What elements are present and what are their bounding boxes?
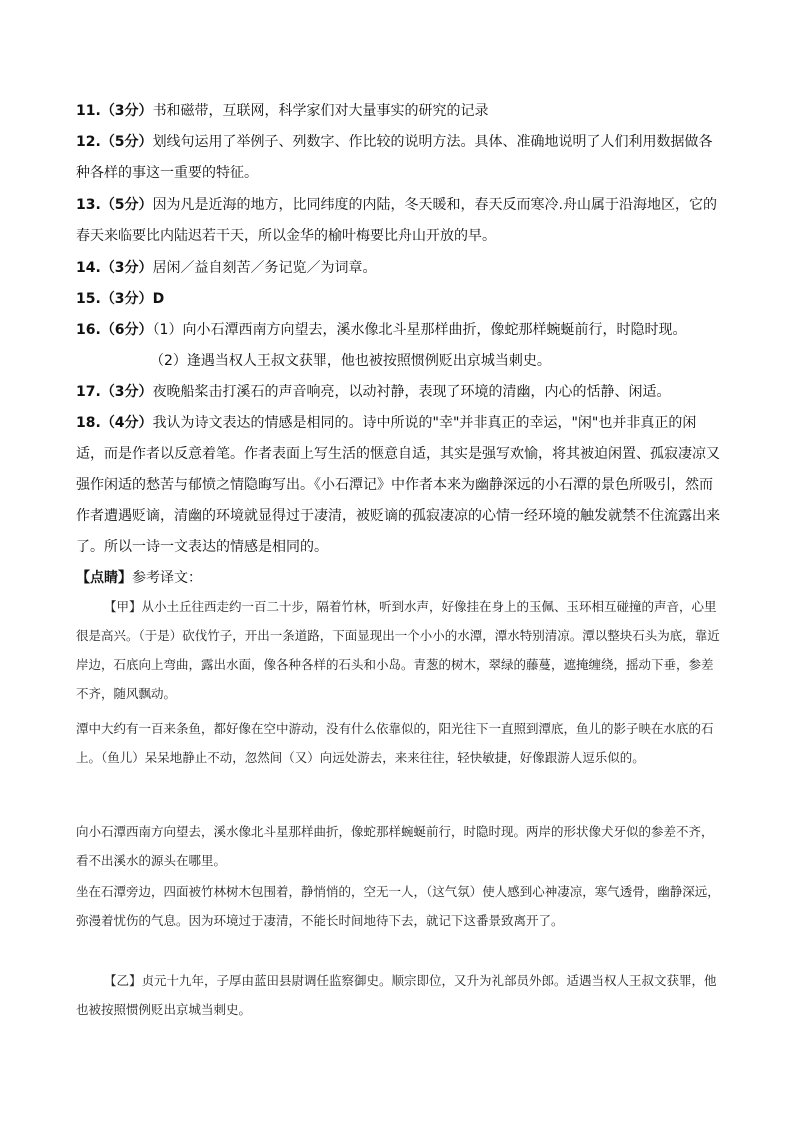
translation-paragraph: 向小石潭西南方向望去，溪水像北斗星那样曲折，像蛇那样蜿蜒前行，时隐时现。两岸的形状像犬牙似的参差不齐，看不出溪水的源头在哪里。 — [76, 824, 714, 868]
answer-16 — [76, 315, 721, 346]
answer-score: （4分） — [100, 415, 153, 431]
answer-text: 划线句运用了举例子、列数字、作比较的说明方法。具体、准确地说明了人们利用数据做各种各样的事这一重要的特征。 — [76, 134, 713, 181]
answer-12 — [76, 127, 721, 189]
answer-number: 14. — [76, 260, 101, 276]
bracket-close: 】 — [118, 570, 132, 586]
answer-number: 12. — [76, 134, 101, 150]
answer-text: （1）向小石潭西南方向望去，溪水像北斗星那样曲折，像蛇那样蜿蜒前行，时隐时现。 — [152, 322, 687, 338]
translation-paragraph: 潭中大约有一百来条鱼，都好像在空中游动，没有什么依靠似的，阳光往下一直照到潭底，鱼儿的影子映在水底的石上。（鱼儿）呆呆地静止不动，忽然间（又）向远处游去，来来往往，轻快敏捷，好像跟游人逗乐似的。 — [76, 721, 714, 765]
answer-16-part-2 — [150, 346, 730, 377]
answer-number: 18. — [76, 415, 101, 431]
answer-text: 因为凡是近海的地方，比同纬度的内陆，冬天暖和，春天反而寒冷.舟山属于沿海地区，它的春天来临要比内陆迟若干天，所以金华的榆叶梅要比舟山开放的早。 — [76, 197, 718, 244]
answer-score: （5分） — [100, 134, 153, 150]
translation-paragraph: 【甲】从小土丘往西走约一百二十步，隔着竹林，听到水声，好像挂在身上的玉佩、玉环相互碰撞的声音，心里很是高兴。（于是）砍伐竹子，开出一条道路，下面显现出一个小小的水潭，潭水特别清凉。潭以整块石头为底，靠近岸边，石底向上弯曲，露出水面，像各种各样的石头和小岛。青葱的树木，翠绿的藤蔓，遮掩缠绕，摇动下垂，参差不齐，随风飘动。 — [76, 599, 720, 701]
answer-text: D — [152, 291, 165, 307]
tip-heading — [76, 565, 202, 591]
answer-score: （3分） — [100, 260, 153, 276]
answer-text: 书和磁带，互联网，科学家们对大量事实的研究的记录 — [152, 103, 489, 119]
answer-15 — [76, 284, 721, 315]
answer-number: 13. — [76, 197, 101, 213]
answer-score: （3分） — [100, 291, 153, 307]
answer-14 — [76, 253, 721, 284]
answer-score: （3分） — [100, 384, 153, 400]
answer-number: 15. — [76, 291, 101, 307]
translation-paragraph: 坐在石潭旁边，四面被竹林树木包围着，静悄悄的，空无一人，（这气氛）使人感到心神凄凉，寒气透骨，幽静深远，弥漫着忧伤的气息。因为环境过于凄清，不能长时间地待下去，就记下这番景致离开了。 — [76, 884, 720, 928]
answer-18 — [76, 408, 721, 563]
answer-number: 17. — [76, 384, 101, 400]
answer-text: 夜晚船桨击打溪石的声音响亮，以动衬静，表现了环境的清幽，内心的恬静、闲适。 — [152, 384, 671, 400]
answer-13 — [76, 190, 721, 252]
answer-score: （5分） — [100, 197, 153, 213]
answer-score: （3分） — [100, 103, 153, 119]
answer-number: 11. — [76, 103, 101, 119]
answer-text: 居闲／益自刻苦／务记览／为词章。 — [152, 260, 377, 276]
answer-text: （2）逢遇当权人王叔文获罪，他也被按照惯例贬出京城当刺史。 — [150, 353, 551, 369]
heading-rest: 参考译文： — [132, 570, 202, 586]
answer-text: 我认为诗文表达的情感是相同的。诗中所说的"幸"并非真正的幸运，"闲"也并非真正的闲适，而是作者以反意着笔。作者表面上写生活的惬意自适，其实是强写欢愉，将其被迫闲置、孤寂凄凉又强作闲适的愁苦与郁愤之情隐晦写出。《小石潭记》中作者本来为幽静深远的小石潭的景色所吸引，然而作者遭遇贬谪，清幽的环境就显得过于凄清，被贬谪的孤寂凄凉的心情一经环境的触发就禁不住流露出来了。所以一诗一文表达的情感是相同的。 — [76, 415, 720, 555]
bracket-open: 【 — [76, 570, 90, 586]
answer-score: （6分） — [100, 322, 153, 338]
answer-11 — [76, 96, 721, 127]
answer-number: 16. — [76, 322, 101, 338]
translation-paragraph: 【乙】贞元十九年，子厚由蓝田县尉调任监察御史。顺宗即位，又升为礼部员外郎。适遇当权人王叔文获罪，他也被按照惯例贬出京城当刺史。 — [76, 973, 717, 1017]
answer-17 — [76, 377, 721, 408]
heading-label: 点睛 — [90, 570, 118, 586]
